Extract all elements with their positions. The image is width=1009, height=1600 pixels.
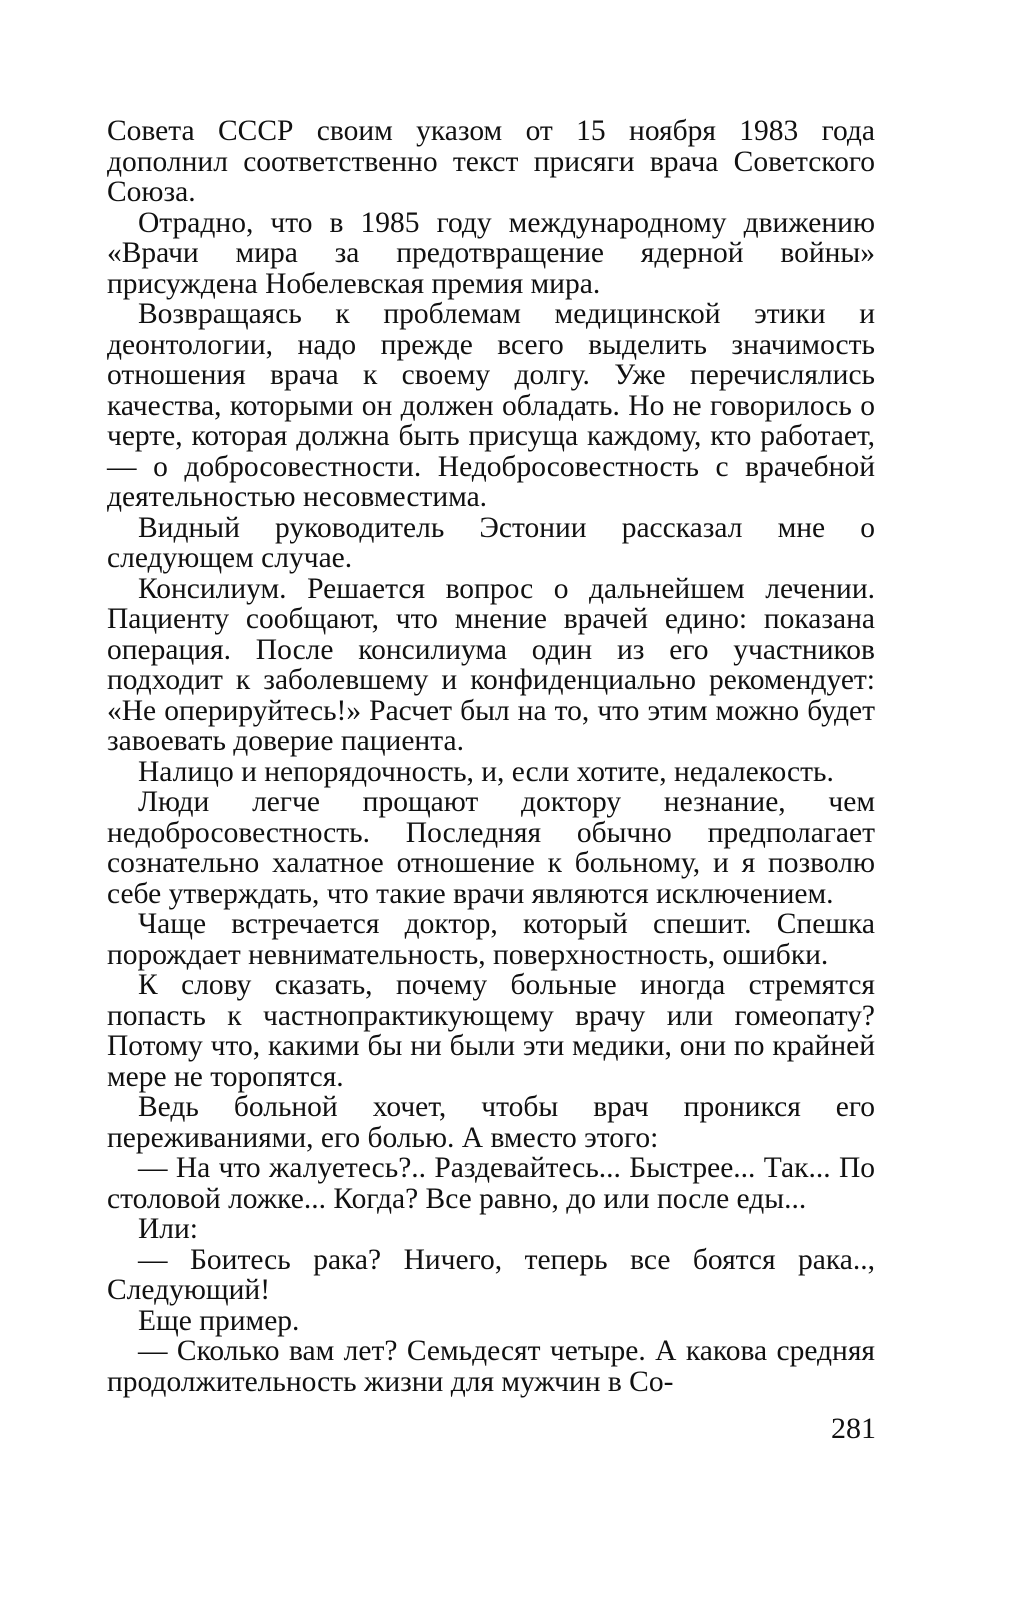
page-body [107,116,875,1397]
paragraph-12: Или: [138,1213,199,1245]
paragraph-3: Возвращаясь к проблемам медицинской этики и деонтологии, надо прежде всего выделить значимость отношения врача к своему долгу. Уже перечислялись качества, которыми он должен обладать. Но не говорилось о черте, которая должна быть присуща каждому, кто работает, — о добросовестности. Недобросовестность с врачебной деятельностью несовместима. [107,298,875,513]
paragraph-14: Еще пример. [138,1304,300,1337]
paragraph-6: Налицо и непорядочность, и, если хотите, недалекость. [138,755,834,788]
page-number: 281 [831,1412,876,1445]
paragraph-4: Видный руководитель Эстонии рассказал мне о следующем случае. [107,511,875,574]
paragraph-11: — На что жалуетесь?.. Раздевайтесь... Быстрее... Так... По столовой ложке... Когда? Все равно, до или после еды... [107,1152,875,1215]
paragraph-1: Совета СССР своим указом от 15 ноября 1983 года дополнил соответственно текст присяги врача Советского Союза. [107,115,875,208]
paragraph-9: К слову сказать, почему больные иногда стремятся попасть к частнопрактикующему врачу или гомеопату? Потому что, какими бы ни были эти медики, они по крайней мере не торопятся. [107,969,875,1093]
paragraph-8: Чаще встречается доктор, который спешит. Спешка порождает невнимательность, поверхностность, ошибки. [107,908,875,971]
paragraph-5: Консилиум. Решается вопрос о дальнейшем лечении. Пациенту сообщают, что мнение врачей едино: показана операция. После консилиума один из его участников подходит к заболевшему и конфиденциально рекомендует: «Не оперируйтесь!» Расчет был на то, что этим можно будет завоевать доверие пациента. [107,572,875,757]
paragraph-10: Ведь больной хочет, чтобы врач проникся его переживаниями, его болью. А вместо этого: [107,1091,875,1154]
paragraph-15: — Сколько вам лет? Семьдесят четыре. А какова средняя продолжительность жизни для мужчин в Со- [107,1335,875,1398]
paragraph-7: Люди легче прощают доктору незнание, чем недобросовестность. Последняя обычно предполагает сознательно халатное отношение к больному, и я позволю себе утверждать, что такие врачи являются исключением. [107,786,875,910]
paragraph-2: Отрадно, что в 1985 году международному движению «Врачи мира за предотвращение ядерной войны» присуждена Нобелевская премия мира. [107,206,875,300]
paragraph-13: — Боитесь рака? Ничего, теперь все боятся рака.., Следующий! [107,1243,875,1306]
